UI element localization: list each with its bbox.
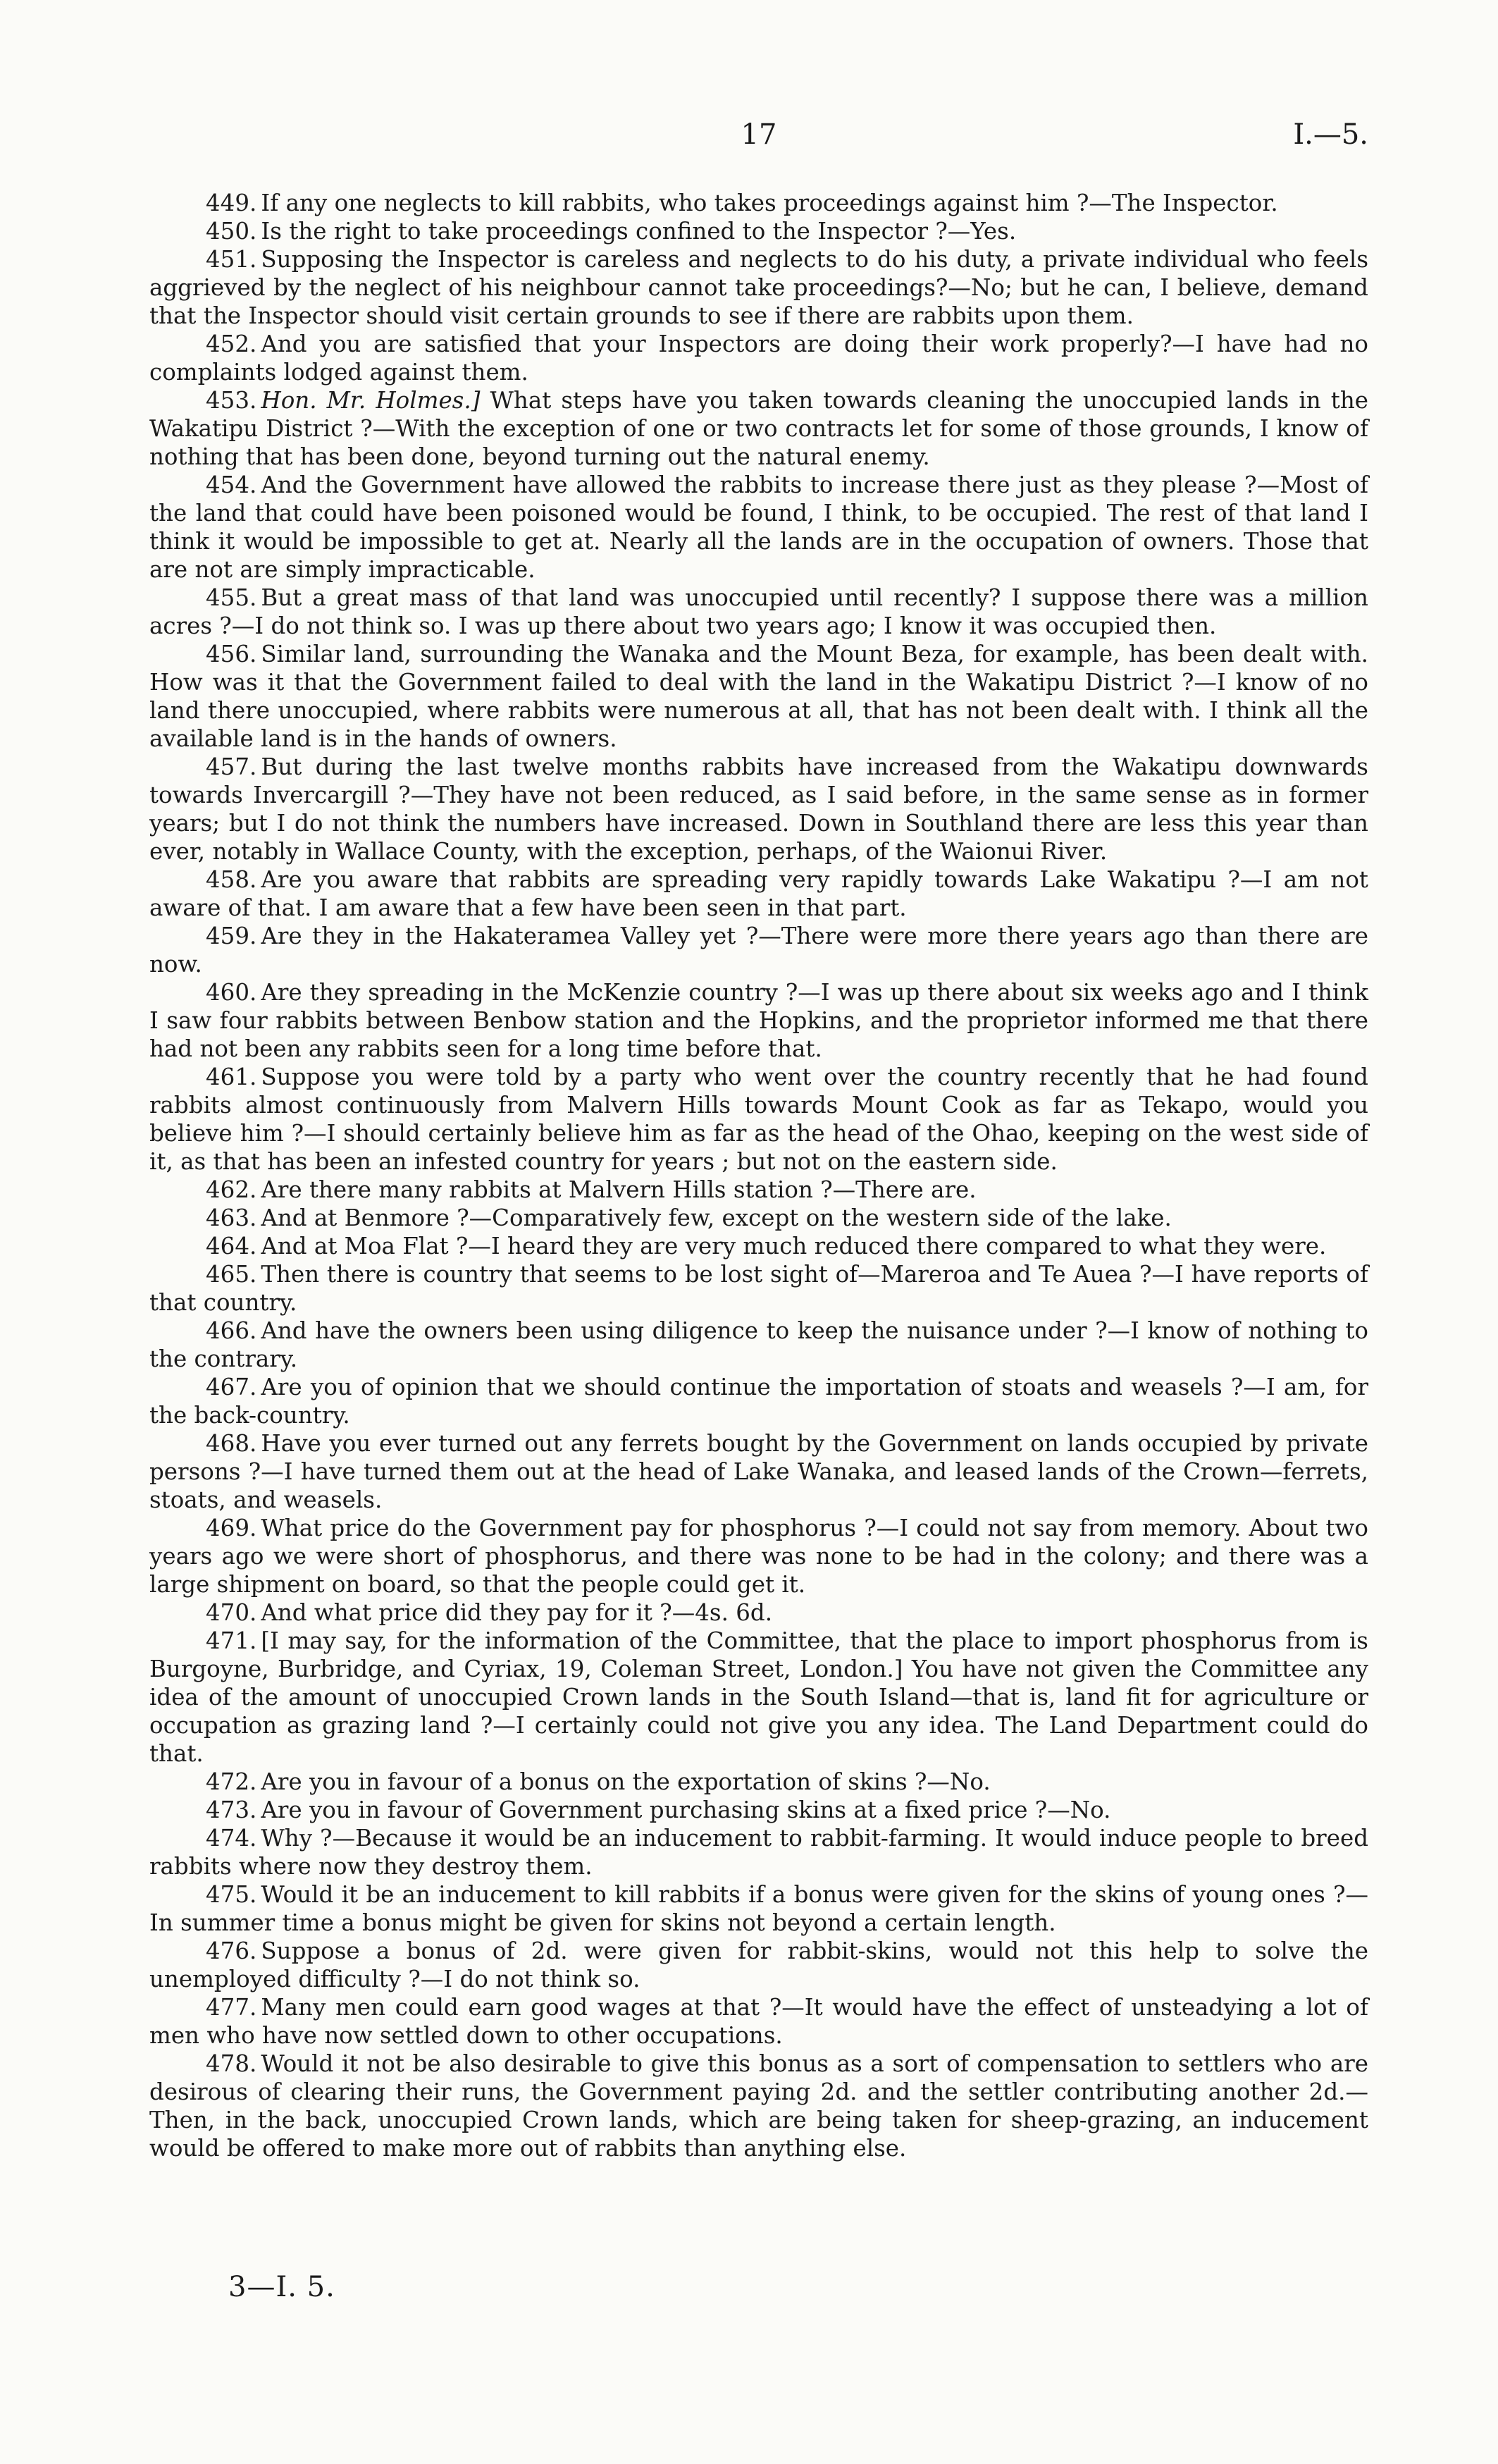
evidence-paragraph <box>149 584 1368 640</box>
evidence-paragraph <box>149 866 1368 922</box>
question-number: 460. <box>206 979 257 1006</box>
question-answer-text: Are you of opinion that we should continue the importation of stoats and weasels ?—I am, for the back-country. <box>149 1374 1368 1429</box>
question-answer-text: If any one neglects to kill rabbits, who takes proceedings against him ?—The Inspector. <box>261 190 1278 216</box>
question-answer-text: Are you in favour of a bonus on the exportation of skins ?—No. <box>261 1768 991 1795</box>
question-number: 452. <box>206 331 257 357</box>
question-number: 467. <box>206 1374 257 1400</box>
evidence-paragraph <box>149 753 1368 866</box>
evidence-paragraph <box>149 1063 1368 1176</box>
question-number: 474. <box>206 1825 257 1852</box>
question-number: 456. <box>206 641 257 667</box>
question-answer-text: And you are satisfied that your Inspectors are doing their work properly?—I have had no complaints lodged against them. <box>149 331 1368 386</box>
question-number: 453. <box>206 387 257 414</box>
evidence-paragraph <box>149 1937 1368 1993</box>
evidence-paragraph <box>149 1373 1368 1429</box>
question-answer-text: Suppose you were told by a party who went over the country recently that he had found rabbits almost continuously from Malvern Hills towards Mount Cook as far as Tekapo, would you believe him ?—I should certainly believe him as far as the head of the Ohao, keeping on the west side of it, as that has been an infested country for years ; but not on the eastern side. <box>149 1064 1368 1175</box>
evidence-paragraph <box>149 386 1368 471</box>
question-number: 455. <box>206 584 257 611</box>
evidence-paragraph <box>149 1176 1368 1204</box>
question-answer-text: What steps have you taken towards cleaning the unoccupied lands in the Wakatipu District ?—With the exception of one or two contracts let for some of those grounds, I know of nothing that has been done, beyond turning out the natural enemy. <box>149 387 1368 470</box>
evidence-paragraph <box>149 1260 1368 1317</box>
signature-mark: 3—I. 5. <box>228 2271 335 2303</box>
question-number: 470. <box>206 1599 257 1626</box>
evidence-paragraph <box>149 922 1368 978</box>
question-number: 464. <box>206 1233 257 1259</box>
evidence-paragraph <box>149 189 1368 217</box>
speaker-label: Hon. Mr. Holmes.] <box>261 387 481 414</box>
evidence-paragraph <box>149 1204 1368 1232</box>
question-answer-text: Are they in the Hakateramea Valley yet ?—There were more there years ago than there are now. <box>149 923 1368 978</box>
question-number: 465. <box>206 1261 257 1288</box>
question-number: 469. <box>206 1515 257 1541</box>
evidence-paragraph <box>149 1232 1368 1260</box>
question-answer-text: Would it be an inducement to kill rabbits if a bonus were given for the skins of young ones ?—In summer time a bonus might be given for skins not beyond a certain length. <box>149 1881 1368 1936</box>
question-answer-text: But during the last twelve months rabbits have increased from the Wakatipu downwards towards Invercargill ?—They have not been reduced, as I said before, in the same sense as in former years; but I do not think the numbers have increased. Down in Southland there are less this year than ever, notably in Wallace County, with the exception, perhaps, of the Waionui River. <box>149 753 1368 865</box>
question-answer-text: Suppose a bonus of 2d. were given for rabbit-skins, would not this help to solve the unemployed difficulty ?—I do not think so. <box>149 1938 1368 1992</box>
page-number: 17 <box>741 118 777 151</box>
question-number: 459. <box>206 923 257 949</box>
question-number: 473. <box>206 1797 257 1823</box>
question-answer-text: And at Moa Flat ?—I heard they are very much reduced there compared to what they were. <box>261 1233 1327 1259</box>
question-answer-text: And the Government have allowed the rabbits to increase there just as they please ?—Most of the land that could have been poisoned would be found, I think, to be occupied. The rest of that land I think it would be impossible to get at. Nearly all the lands are in the occupation of owners. Those that are not are simply impracticable. <box>149 472 1368 583</box>
question-number: 449. <box>206 190 257 216</box>
evidence-paragraph <box>149 1880 1368 1937</box>
question-answer-text: And at Benmore ?—Comparatively few, except on the western side of the lake. <box>261 1205 1172 1231</box>
evidence-paragraph <box>149 1796 1368 1824</box>
question-answer-text: Why ?—Because it would be an inducement to rabbit-farming. It would induce people to breed rabbits where now they destroy them. <box>149 1825 1368 1880</box>
evidence-paragraph <box>149 2050 1368 2162</box>
question-answer-text: What price do the Government pay for phosphorus ?—I could not say from memory. About two years ago we were short of phosphorus, and there was none to be had in the colony; and there was a large shipment on board, so that the people could get it. <box>149 1515 1368 1598</box>
evidence-paragraph <box>149 245 1368 330</box>
question-number: 475. <box>206 1881 257 1908</box>
page-header <box>149 118 1368 161</box>
question-number: 454. <box>206 472 257 498</box>
evidence-paragraph <box>149 640 1368 753</box>
evidence-paragraph <box>149 217 1368 245</box>
question-number: 458. <box>206 866 257 893</box>
question-answer-text: Are you in favour of Government purchasing skins at a fixed price ?—No. <box>261 1797 1111 1823</box>
document-reference: I.—5. <box>1293 118 1368 151</box>
question-answer-text: And have the owners been using diligence to keep the nuisance under ?—I know of nothing to the contrary. <box>149 1317 1368 1372</box>
question-number: 462. <box>206 1176 257 1203</box>
evidence-paragraph <box>149 1768 1368 1796</box>
question-answer-text: Would it not be also desirable to give this bonus as a sort of compensation to settlers who are desirous of clearing their runs, the Government paying 2d. and the settler contributing another 2d.—Then, in the back, unoccupied Crown lands, which are being taken for sheep-grazing, an inducement would be offered to make more out of rabbits than anything else. <box>149 2050 1368 2162</box>
question-answer-text: Supposing the Inspector is careless and neglects to do his duty, a private individual who feels aggrieved by the neglect of his neighbour cannot take proceedings?—No; but he can, I believe, demand that the Inspector should visit certain grounds to see if there are rabbits upon them. <box>149 246 1368 329</box>
question-number: 478. <box>206 2050 257 2077</box>
question-number: 468. <box>206 1430 257 1457</box>
question-number: 457. <box>206 753 257 780</box>
question-number: 463. <box>206 1205 257 1231</box>
question-answer-text: And what price did they pay for it ?—4s. 6d. <box>261 1599 773 1626</box>
evidence-paragraph <box>149 1627 1368 1768</box>
evidence-paragraph <box>149 471 1368 584</box>
evidence-paragraph <box>149 978 1368 1063</box>
question-answer-text: Many men could earn good wages at that ?—It would have the effect of unsteadying a lot of men who have now settled down to other occupations. <box>149 1994 1368 2049</box>
question-answer-text: Is the right to take proceedings confined to the Inspector ?—Yes. <box>261 218 1017 245</box>
evidence-paragraph <box>149 1598 1368 1627</box>
question-number: 471. <box>206 1627 257 1654</box>
question-answer-text: [I may say, for the information of the Committee, that the place to import phosphorus from is Burgoyne, Burbridge, and Cyriax, 19, Coleman Street, London.] You have not given the Committee any idea of the amount of unoccupied Crown lands in the South Island—that is, land fit for agriculture or occupation as grazing land ?—I certainly could not give you any idea. The Land Department could do that. <box>149 1627 1368 1767</box>
question-answer-text: Are there many rabbits at Malvern Hills station ?—There are. <box>261 1176 977 1203</box>
evidence-paragraph <box>149 1824 1368 1880</box>
evidence-body <box>149 189 1368 2162</box>
question-number: 461. <box>206 1064 257 1090</box>
question-number: 476. <box>206 1938 257 1964</box>
question-answer-text: Similar land, surrounding the Wanaka and the Mount Beza, for example, has been dealt with. How was it that the Government failed to deal with the land in the Wakatipu District ?—I know of no land there unoccupied, where rabbits were numerous at all, that has not been dealt with. I think all the available land is in the hands of owners. <box>149 641 1368 752</box>
question-number: 450. <box>206 218 257 245</box>
question-number: 477. <box>206 1994 257 2021</box>
evidence-paragraph <box>149 330 1368 386</box>
evidence-paragraph <box>149 1993 1368 2050</box>
evidence-paragraph <box>149 1429 1368 1514</box>
question-answer-text: Are they spreading in the McKenzie country ?—I was up there about six weeks ago and I think I saw four rabbits between Benbow station and the Hopkins, and the proprietor informed me that there had not been any rabbits seen for a long time before that. <box>149 979 1368 1062</box>
question-answer-text: But a great mass of that land was unoccupied until recently? I suppose there was a million acres ?—I do not think so. I was up there about two years ago; I know it was occupied then. <box>149 584 1368 639</box>
question-answer-text: Then there is country that seems to be lost sight of—Mareroa and Te Auea ?—I have reports of that country. <box>149 1261 1368 1316</box>
evidence-paragraph <box>149 1317 1368 1373</box>
question-answer-text: Have you ever turned out any ferrets bought by the Government on lands occupied by private persons ?—I have turned them out at the head of Lake Wanaka, and leased lands of the Crown—ferrets, stoats, and weasels. <box>149 1430 1368 1513</box>
question-number: 472. <box>206 1768 257 1795</box>
question-answer-text: Are you aware that rabbits are spreading very rapidly towards Lake Wakatipu ?—I am not aware of that. I am aware that a few have been seen in that part. <box>149 866 1368 921</box>
question-number: 451. <box>206 246 257 273</box>
evidence-paragraph <box>149 1514 1368 1598</box>
question-number: 466. <box>206 1317 257 1344</box>
